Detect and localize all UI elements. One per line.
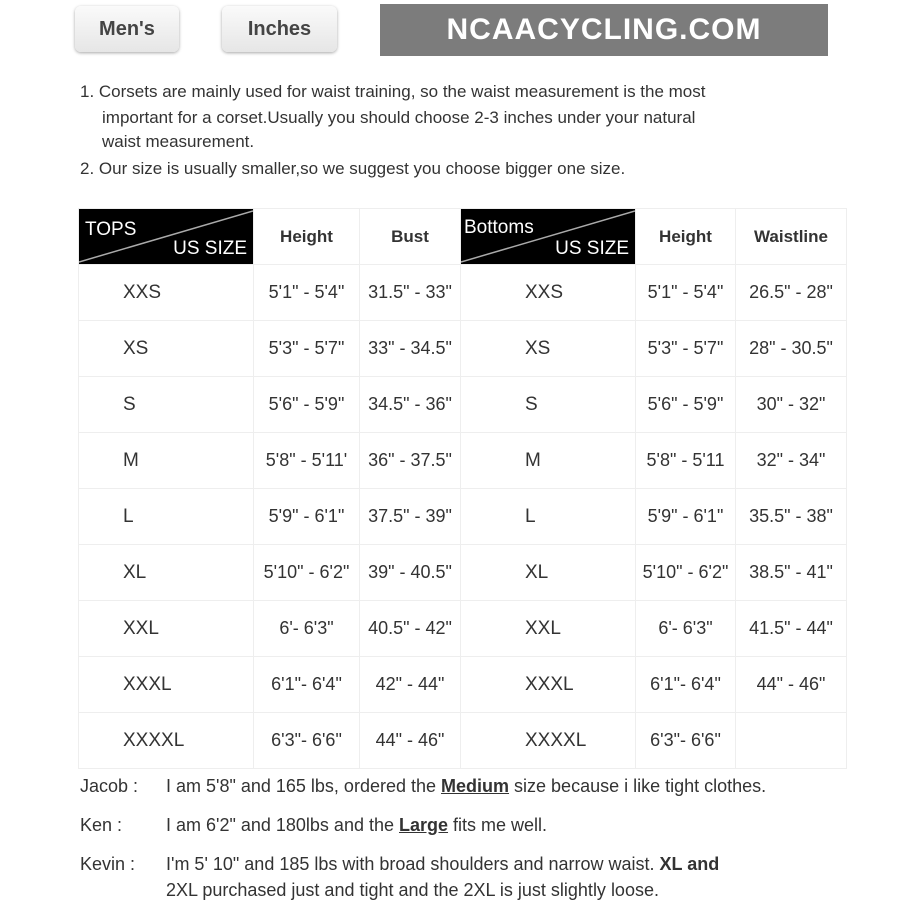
review-size: XL and [659, 854, 720, 874]
table-row [79, 545, 847, 601]
header-height: Height [254, 209, 360, 265]
table-row [79, 377, 847, 433]
review-text: size because i like tight clothes. [509, 776, 767, 796]
table-row [79, 713, 847, 769]
bottoms-size: XXXXL [461, 713, 636, 769]
bust: 34.5" - 36" [360, 377, 461, 433]
bottoms-label: Bottoms [464, 217, 534, 238]
table-row [79, 489, 847, 545]
waistline: 28" - 30.5" [736, 321, 847, 377]
note-line: important for a corset.Usually you should choose 2-3 inches under your natural [102, 108, 696, 127]
bust: 31.5" - 33" [360, 265, 461, 321]
note-line: 1. Corsets are mainly used for waist training, so the waist measurement is the most [80, 82, 706, 101]
waistline: 26.5" - 28" [736, 265, 847, 321]
waistline: 32" - 34" [736, 433, 847, 489]
reviewer-name: Jacob : [80, 776, 139, 796]
bottoms-height: 5'1" - 5'4" [636, 265, 736, 321]
bottoms-height: 6'3"- 6'6" [636, 713, 736, 769]
us-size-label: US SIZE [173, 238, 247, 259]
watermark: NCAACYCLING.COM [380, 4, 828, 56]
waistline: 30" - 32" [736, 377, 847, 433]
bottoms-size: M [461, 433, 636, 489]
tops-size: XXL [79, 601, 254, 657]
table-row [79, 265, 847, 321]
review-jacob [80, 776, 766, 797]
tops-size: M [79, 433, 254, 489]
bust: 33" - 34.5" [360, 321, 461, 377]
waistline: 38.5" - 41" [736, 545, 847, 601]
waistline [736, 713, 847, 769]
tops-size: XXS [79, 265, 254, 321]
waistline: 44" - 46" [736, 657, 847, 713]
reviewer-name: Kevin : [80, 854, 136, 874]
bottoms-size: XS [461, 321, 636, 377]
note-line: waist measurement. [102, 132, 255, 151]
bottoms-size: S [461, 377, 636, 433]
bottoms-size: XXL [461, 601, 636, 657]
header-waistline: Waistline [736, 209, 847, 265]
review-size: Large [399, 815, 449, 835]
tops-size: S [79, 377, 254, 433]
bust: 39" - 40.5" [360, 545, 461, 601]
bottoms-height: 5'3" - 5'7" [636, 321, 736, 377]
waistline: 41.5" - 44" [736, 601, 847, 657]
bottoms-size: XXXL [461, 657, 636, 713]
table-row [79, 433, 847, 489]
tops-height: 5'10" - 6'2" [254, 545, 360, 601]
review-kevin [80, 854, 719, 875]
bust: 42" - 44" [360, 657, 461, 713]
review-text: I'm 5' 10" and 185 lbs with broad shoulders and narrow waist. [166, 854, 660, 874]
tops-size: XL [79, 545, 254, 601]
tops-label: TOPS [85, 219, 137, 240]
review-size: Medium [441, 776, 510, 796]
table-row [79, 601, 847, 657]
table-row [79, 321, 847, 377]
bottoms-size: XXS [461, 265, 636, 321]
tops-header [79, 209, 254, 265]
tops-height: 5'6" - 5'9" [254, 377, 360, 433]
table-row [79, 657, 847, 713]
tops-size: XXXXL [79, 713, 254, 769]
tops-size: L [79, 489, 254, 545]
tops-height: 5'1" - 5'4" [254, 265, 360, 321]
review-text: I am 6'2" and 180lbs and the [166, 815, 399, 835]
bottoms-height: 5'9" - 6'1" [636, 489, 736, 545]
bottoms-height: 5'10" - 6'2" [636, 545, 736, 601]
bottoms-height: 5'6" - 5'9" [636, 377, 736, 433]
tab-inches[interactable]: Inches [222, 6, 337, 52]
tops-height: 6'- 6'3" [254, 601, 360, 657]
bottoms-height: 5'8" - 5'11 [636, 433, 736, 489]
reviewer-name: Ken : [80, 815, 123, 835]
bottoms-height: 6'- 6'3" [636, 601, 736, 657]
tops-size: XXXL [79, 657, 254, 713]
header-bust: Bust [360, 209, 461, 265]
bottoms-header [461, 209, 636, 265]
waistline: 35.5" - 38" [736, 489, 847, 545]
bottoms-height: 6'1"- 6'4" [636, 657, 736, 713]
bust: 36" - 37.5" [360, 433, 461, 489]
tops-height: 5'3" - 5'7" [254, 321, 360, 377]
tops-height: 6'3"- 6'6" [254, 713, 360, 769]
tops-height: 6'1"- 6'4" [254, 657, 360, 713]
bust: 40.5" - 42" [360, 601, 461, 657]
tops-height: 5'9" - 6'1" [254, 489, 360, 545]
note-line: 2. Our size is usually smaller,so we suggest you choose bigger one size. [80, 159, 626, 178]
tops-height: 5'8" - 5'11' [254, 433, 360, 489]
bottoms-size: L [461, 489, 636, 545]
us-size-label: US SIZE [555, 238, 629, 259]
bust: 44" - 46" [360, 713, 461, 769]
size-chart-table [78, 208, 847, 769]
bottoms-size: XL [461, 545, 636, 601]
bust: 37.5" - 39" [360, 489, 461, 545]
review-kevin-continued: 2XL purchased just and tight and the 2XL is just slightly loose. [166, 880, 659, 900]
tops-size: XS [79, 321, 254, 377]
review-text: fits me well. [448, 815, 548, 835]
review-text: I am 5'8" and 165 lbs, ordered the [166, 776, 442, 796]
header-height: Height [636, 209, 736, 265]
tab-mens[interactable]: Men's [75, 6, 179, 52]
review-ken [80, 815, 547, 836]
